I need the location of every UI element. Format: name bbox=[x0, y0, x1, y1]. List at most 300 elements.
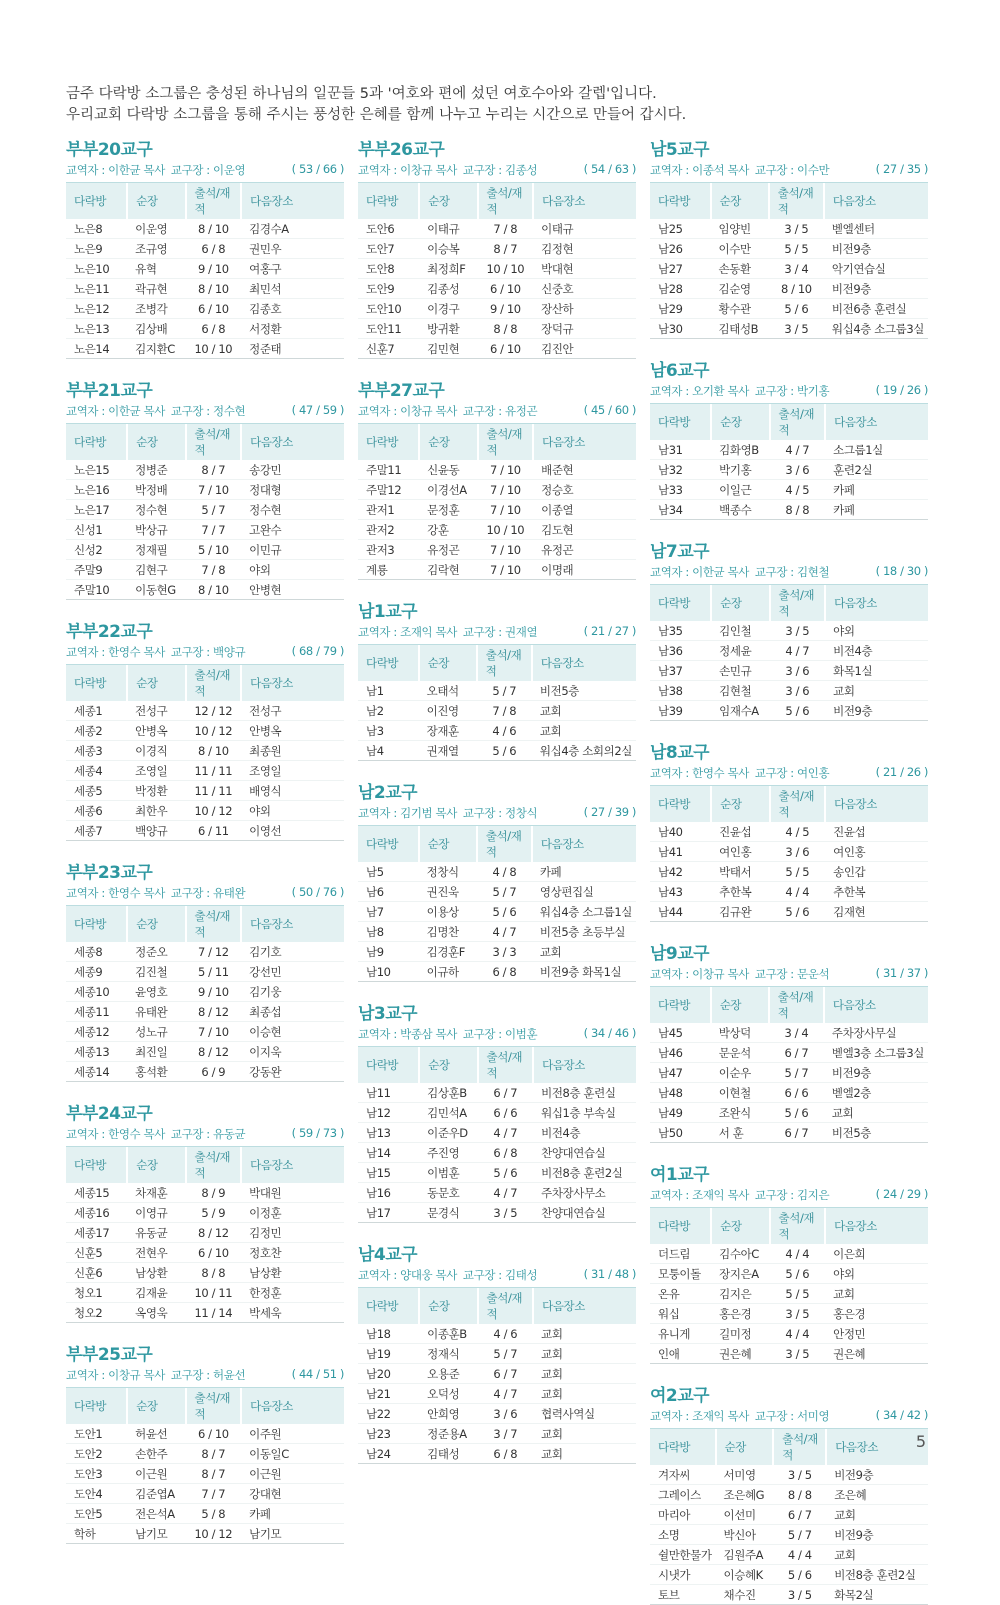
table-header-cell: 다락방 bbox=[66, 1388, 127, 1424]
table-header-cell: 출석/재적 bbox=[770, 786, 826, 822]
next-location-cell: 소그룹1실 bbox=[825, 440, 928, 460]
table-header-cell: 다락방 bbox=[358, 826, 419, 862]
attendance-cell: 12 / 12 bbox=[186, 701, 242, 721]
leader-cell: 정재필 bbox=[127, 540, 185, 560]
next-location-cell: 이명래 bbox=[533, 560, 636, 580]
intro-line-1: 금주 다락방 소그룹은 충성된 하나님의 일꾼들 5과 '여호와 편에 섰던 여호수아와 갈렙'입니다. bbox=[66, 86, 657, 102]
district-count: ( 44 / 51 ) bbox=[291, 1367, 344, 1381]
district-leader: 교구장 : 유태완 bbox=[170, 886, 246, 900]
next-location-cell: 박대현 bbox=[533, 259, 636, 279]
table-row bbox=[358, 962, 636, 982]
district-group bbox=[66, 857, 344, 1082]
table-header-cell: 순장 bbox=[127, 183, 185, 219]
table-header-cell: 출석/재적 bbox=[770, 1208, 826, 1244]
next-location-cell: 주차장사무실 bbox=[824, 1023, 928, 1043]
table-row bbox=[66, 801, 344, 821]
district-table bbox=[66, 665, 344, 841]
table-row bbox=[358, 1384, 636, 1404]
group-name-cell: 세종6 bbox=[66, 801, 127, 821]
next-location-cell: 이은희 bbox=[825, 1244, 928, 1264]
attendance-cell: 3 / 5 bbox=[769, 219, 824, 239]
leader-cell: 이용상 bbox=[419, 902, 477, 922]
group-name-cell: 세종11 bbox=[66, 1002, 127, 1022]
table-header-cell: 출석/재적 bbox=[186, 424, 242, 460]
next-location-cell: 정승호 bbox=[533, 480, 636, 500]
group-name-cell: 청오1 bbox=[66, 1283, 127, 1303]
table-row bbox=[358, 681, 636, 701]
group-name-cell: 세종17 bbox=[66, 1223, 127, 1243]
group-name-cell: 신성1 bbox=[66, 520, 127, 540]
table-row bbox=[66, 1303, 344, 1323]
leader-cell: 주진영 bbox=[419, 1143, 477, 1163]
group-name-cell: 신성2 bbox=[66, 540, 127, 560]
table-header-cell: 다락방 bbox=[66, 183, 127, 219]
next-location-cell: 김재현 bbox=[825, 902, 928, 922]
attendance-cell: 7 / 8 bbox=[477, 701, 532, 721]
next-location-cell: 이지욱 bbox=[241, 1042, 344, 1062]
leader-cell: 정재식 bbox=[419, 1344, 477, 1364]
leader-cell: 허윤선 bbox=[127, 1424, 185, 1444]
attendance-cell: 4 / 7 bbox=[770, 641, 826, 661]
district-meta bbox=[66, 1367, 344, 1388]
attendance-cell: 5 / 6 bbox=[477, 741, 532, 761]
group-name-cell: 노은14 bbox=[66, 339, 127, 359]
next-location-cell: 교회 bbox=[532, 701, 636, 721]
district-table bbox=[650, 404, 928, 520]
table-header-row bbox=[66, 665, 344, 701]
attendance-cell: 7 / 7 bbox=[186, 520, 242, 540]
district-title: 남1교구 bbox=[358, 602, 418, 622]
attendance-cell: 8 / 9 bbox=[186, 1183, 242, 1203]
district-staff bbox=[358, 162, 543, 178]
group-name-cell: 모퉁이돌 bbox=[650, 1264, 711, 1284]
table-header-cell: 순장 bbox=[711, 585, 769, 621]
district-count: ( 27 / 35 ) bbox=[875, 162, 928, 176]
group-name-cell: 남18 bbox=[358, 1324, 419, 1344]
table-header-cell: 다음장소 bbox=[241, 906, 344, 942]
group-name-cell: 남13 bbox=[358, 1123, 419, 1143]
attendance-cell: 4 / 4 bbox=[773, 1545, 826, 1565]
district-meta bbox=[358, 624, 636, 645]
next-location-cell: 비전5층 초등부실 bbox=[532, 922, 636, 942]
table-row bbox=[66, 460, 344, 480]
table-row bbox=[358, 942, 636, 962]
attendance-cell: 8 / 7 bbox=[186, 1444, 242, 1464]
attendance-cell: 8 / 12 bbox=[186, 1223, 242, 1243]
attendance-cell: 8 / 8 bbox=[770, 500, 826, 520]
table-header-cell: 다락방 bbox=[358, 183, 419, 219]
group-name-cell: 계룡 bbox=[358, 560, 419, 580]
attendance-cell: 6 / 10 bbox=[186, 1243, 242, 1263]
group-name-cell: 남27 bbox=[650, 259, 711, 279]
next-location-cell: 장덕규 bbox=[533, 319, 636, 339]
district-title: 부부25교구 bbox=[66, 1345, 153, 1365]
attendance-cell: 5 / 5 bbox=[770, 1284, 826, 1304]
attendance-cell: 10 / 12 bbox=[186, 801, 242, 821]
next-location-cell: 교회 bbox=[825, 1284, 928, 1304]
district-meta bbox=[66, 403, 344, 424]
next-location-cell: 교회 bbox=[532, 942, 636, 962]
district-table bbox=[358, 1047, 636, 1223]
table-row bbox=[66, 1203, 344, 1223]
leader-cell: 홍석환 bbox=[127, 1062, 185, 1082]
district-pastor: 교역자 : 조재익 목사 bbox=[650, 1409, 749, 1423]
group-name-cell: 남1 bbox=[358, 681, 419, 701]
leader-cell: 김현구 bbox=[127, 560, 185, 580]
district-title: 남5교구 bbox=[650, 140, 710, 160]
next-location-cell: 비전9층 bbox=[826, 1465, 928, 1485]
district-title: 부부21교구 bbox=[66, 381, 153, 401]
next-location-cell: 벧엘2층 bbox=[824, 1083, 928, 1103]
district-staff bbox=[66, 403, 251, 419]
table-row bbox=[358, 239, 636, 259]
column-left bbox=[66, 134, 344, 1605]
district-leader: 교구장 : 문운석 bbox=[754, 967, 830, 981]
table-header-cell: 순장 bbox=[419, 1288, 477, 1324]
leader-cell: 홍은경 bbox=[711, 1304, 769, 1324]
leader-cell: 전은석A bbox=[127, 1504, 185, 1524]
table-row bbox=[66, 259, 344, 279]
leader-cell: 손한주 bbox=[127, 1444, 185, 1464]
table-row bbox=[358, 1143, 636, 1163]
table-header-row bbox=[358, 645, 636, 681]
table-header-row bbox=[66, 183, 344, 219]
leader-cell: 문정훈 bbox=[419, 500, 477, 520]
district-title: 부부26교구 bbox=[358, 140, 445, 160]
group-name-cell: 도안3 bbox=[66, 1464, 127, 1484]
table-header-cell: 출석/재적 bbox=[186, 183, 242, 219]
group-name-cell: 마리아 bbox=[650, 1505, 716, 1525]
group-name-cell: 남45 bbox=[650, 1023, 711, 1043]
next-location-cell: 이영선 bbox=[241, 821, 344, 841]
group-name-cell: 도안6 bbox=[358, 219, 419, 239]
attendance-cell: 7 / 7 bbox=[186, 1484, 242, 1504]
group-name-cell: 세종2 bbox=[66, 721, 127, 741]
group-name-cell: 도안7 bbox=[358, 239, 419, 259]
table-row bbox=[66, 1042, 344, 1062]
group-name-cell: 학하 bbox=[66, 1524, 127, 1544]
leader-cell: 이수만 bbox=[711, 239, 769, 259]
leader-cell: 권재열 bbox=[419, 741, 477, 761]
table-row bbox=[650, 641, 928, 661]
group-name-cell: 노은16 bbox=[66, 480, 127, 500]
table-header-cell: 다음장소 bbox=[241, 183, 344, 219]
leader-cell: 김민석A bbox=[419, 1103, 477, 1123]
table-header-row bbox=[66, 1388, 344, 1424]
leader-cell: 이현철 bbox=[711, 1083, 769, 1103]
group-name-cell: 도안4 bbox=[66, 1484, 127, 1504]
group-name-cell: 도안10 bbox=[358, 299, 419, 319]
district-group bbox=[650, 1380, 928, 1605]
table-row bbox=[66, 1504, 344, 1524]
next-location-cell: 워십4층 소그룹1실 bbox=[532, 902, 636, 922]
district-staff bbox=[66, 1126, 251, 1142]
attendance-cell: 5 / 7 bbox=[773, 1525, 826, 1545]
next-location-cell: 권은혜 bbox=[825, 1344, 928, 1364]
next-location-cell: 벧엘3층 소그룹3실 bbox=[824, 1043, 928, 1063]
table-row bbox=[650, 1083, 928, 1103]
group-name-cell: 남29 bbox=[650, 299, 711, 319]
attendance-cell: 8 / 10 bbox=[186, 741, 242, 761]
leader-cell: 김태성 bbox=[419, 1444, 477, 1464]
group-name-cell: 유니게 bbox=[650, 1324, 711, 1344]
leader-cell: 추한복 bbox=[711, 882, 769, 902]
table-header-cell: 다락방 bbox=[358, 424, 419, 460]
attendance-cell: 9 / 10 bbox=[186, 982, 242, 1002]
leader-cell: 이범훈 bbox=[419, 1163, 477, 1183]
next-location-cell: 이종열 bbox=[533, 500, 636, 520]
table-row bbox=[66, 1464, 344, 1484]
district-leader: 교구장 : 이범훈 bbox=[462, 1027, 538, 1041]
district-table bbox=[66, 906, 344, 1082]
district-group bbox=[358, 777, 636, 982]
next-location-cell: 이태규 bbox=[533, 219, 636, 239]
attendance-cell: 3 / 3 bbox=[477, 942, 532, 962]
leader-cell: 백종수 bbox=[711, 500, 769, 520]
next-location-cell: 비전9층 화목1실 bbox=[532, 962, 636, 982]
table-header-cell: 다락방 bbox=[650, 1429, 716, 1465]
district-meta bbox=[358, 1026, 636, 1047]
intro-line-2: 우리교회 다락방 소그룹을 통해 주시는 풍성한 은혜를 함께 나누고 누리는 시간으로 만들어 갑시다. bbox=[66, 107, 687, 123]
district-count: ( 59 / 73 ) bbox=[291, 1126, 344, 1140]
table-row bbox=[650, 661, 928, 681]
leader-cell: 박기홍 bbox=[711, 460, 769, 480]
leader-cell: 손민규 bbox=[711, 661, 769, 681]
leader-cell: 정세윤 bbox=[711, 641, 769, 661]
table-row bbox=[650, 1465, 928, 1485]
table-row bbox=[650, 319, 928, 339]
district-group bbox=[358, 1239, 636, 1464]
next-location-cell: 비전5층 bbox=[532, 681, 636, 701]
leader-cell: 장지은A bbox=[711, 1264, 769, 1284]
group-name-cell: 남50 bbox=[650, 1123, 711, 1143]
leader-cell: 최정희F bbox=[419, 259, 477, 279]
leader-cell: 남상환 bbox=[127, 1263, 185, 1283]
table-row bbox=[650, 1123, 928, 1143]
table-header-cell: 출석/재적 bbox=[773, 1429, 826, 1465]
next-location-cell: 교회 bbox=[533, 1324, 636, 1344]
district-meta bbox=[66, 1126, 344, 1147]
table-header-cell: 다음장소 bbox=[532, 645, 636, 681]
attendance-cell: 11 / 11 bbox=[186, 761, 242, 781]
district-count: ( 21 / 26 ) bbox=[875, 765, 928, 779]
attendance-cell: 3 / 5 bbox=[770, 621, 826, 641]
leader-cell: 장재훈 bbox=[419, 721, 477, 741]
district-count: ( 18 / 30 ) bbox=[875, 564, 928, 578]
leader-cell: 이운영 bbox=[127, 219, 185, 239]
leader-cell: 이승복 bbox=[419, 239, 477, 259]
district-group bbox=[650, 737, 928, 922]
group-name-cell: 남12 bbox=[358, 1103, 419, 1123]
table-header-cell: 다락방 bbox=[650, 786, 711, 822]
group-name-cell: 도안1 bbox=[66, 1424, 127, 1444]
group-name-cell: 시냇가 bbox=[650, 1565, 716, 1585]
group-name-cell: 남2 bbox=[358, 701, 419, 721]
table-header-cell: 출석/재적 bbox=[770, 585, 826, 621]
next-location-cell: 비전4층 bbox=[533, 1123, 636, 1143]
next-location-cell: 교회 bbox=[533, 1424, 636, 1444]
district-table bbox=[358, 645, 636, 761]
district-count: ( 54 / 63 ) bbox=[583, 162, 636, 176]
next-location-cell: 안병옥 bbox=[241, 721, 344, 741]
next-location-cell: 이민규 bbox=[241, 540, 344, 560]
table-header-cell: 다락방 bbox=[358, 1047, 419, 1083]
leader-cell: 성노규 bbox=[127, 1022, 185, 1042]
district-count: ( 24 / 29 ) bbox=[875, 1187, 928, 1201]
next-location-cell: 박세욱 bbox=[241, 1303, 344, 1323]
leader-cell: 김태성B bbox=[711, 319, 769, 339]
attendance-cell: 3 / 7 bbox=[478, 1424, 534, 1444]
attendance-cell: 7 / 12 bbox=[186, 942, 242, 962]
district-leader: 교구장 : 여인홍 bbox=[754, 766, 830, 780]
leader-cell: 이준우D bbox=[419, 1123, 477, 1143]
next-location-cell: 추한복 bbox=[825, 882, 928, 902]
attendance-cell: 4 / 5 bbox=[770, 480, 826, 500]
district-leader: 교구장 : 박기홍 bbox=[754, 384, 830, 398]
attendance-cell: 11 / 11 bbox=[186, 781, 242, 801]
attendance-cell: 8 / 8 bbox=[773, 1485, 826, 1505]
table-row bbox=[358, 882, 636, 902]
leader-cell: 신윤동 bbox=[419, 460, 477, 480]
next-location-cell: 배영식 bbox=[241, 781, 344, 801]
intro-text bbox=[66, 84, 946, 126]
next-location-cell: 비전9층 bbox=[825, 701, 928, 721]
leader-cell: 진윤섭 bbox=[711, 822, 769, 842]
district-pastor: 교역자 : 오기환 목사 bbox=[650, 384, 749, 398]
table-header-cell: 다음장소 bbox=[824, 987, 928, 1023]
leader-cell: 최한우 bbox=[127, 801, 185, 821]
leader-cell: 임양빈 bbox=[711, 219, 769, 239]
table-row bbox=[650, 1525, 928, 1545]
attendance-cell: 10 / 10 bbox=[186, 339, 242, 359]
district-leader: 교구장 : 허윤선 bbox=[170, 1368, 246, 1382]
leader-cell: 김지은 bbox=[711, 1284, 769, 1304]
leader-cell: 이태규 bbox=[419, 219, 477, 239]
table-row bbox=[358, 701, 636, 721]
district-meta bbox=[358, 1267, 636, 1288]
leader-cell: 길미정 bbox=[711, 1324, 769, 1344]
table-row bbox=[66, 500, 344, 520]
table-header-cell: 다음장소 bbox=[533, 424, 636, 460]
district-count: ( 21 / 27 ) bbox=[583, 624, 636, 638]
table-header-cell: 순장 bbox=[419, 183, 477, 219]
next-location-cell: 화목2실 bbox=[826, 1585, 928, 1605]
district-group bbox=[66, 134, 344, 359]
district-leader: 교구장 : 김종성 bbox=[462, 163, 538, 177]
table-header-cell: 순장 bbox=[419, 424, 477, 460]
district-table bbox=[66, 424, 344, 600]
next-location-cell: 벧엘센터 bbox=[824, 219, 928, 239]
next-location-cell: 교회 bbox=[826, 1545, 928, 1565]
group-name-cell: 남32 bbox=[650, 460, 711, 480]
attendance-cell: 3 / 6 bbox=[478, 1404, 534, 1424]
group-name-cell: 남5 bbox=[358, 862, 419, 882]
district-count: ( 47 / 59 ) bbox=[291, 403, 344, 417]
district-group bbox=[650, 536, 928, 721]
next-location-cell: 여홍구 bbox=[241, 259, 344, 279]
attendance-cell: 6 / 7 bbox=[773, 1505, 826, 1525]
table-header-cell: 다락방 bbox=[650, 404, 711, 440]
district-meta bbox=[66, 162, 344, 183]
attendance-cell: 10 / 12 bbox=[186, 1524, 242, 1544]
leader-cell: 이일근 bbox=[711, 480, 769, 500]
group-name-cell: 관저2 bbox=[358, 520, 419, 540]
district-group bbox=[650, 938, 928, 1143]
leader-cell: 정병준 bbox=[127, 460, 185, 480]
table-header-row bbox=[358, 1288, 636, 1324]
district-staff bbox=[358, 1026, 543, 1042]
district-staff bbox=[66, 162, 251, 178]
attendance-cell: 3 / 5 bbox=[478, 1203, 534, 1223]
table-row bbox=[650, 701, 928, 721]
district-table bbox=[650, 183, 928, 339]
table-row bbox=[650, 822, 928, 842]
attendance-cell: 4 / 7 bbox=[477, 922, 532, 942]
group-name-cell: 주말10 bbox=[66, 580, 127, 600]
group-name-cell: 소명 bbox=[650, 1525, 716, 1545]
table-row bbox=[650, 279, 928, 299]
table-row bbox=[66, 219, 344, 239]
leader-cell: 박태서 bbox=[711, 862, 769, 882]
next-location-cell: 정대형 bbox=[241, 480, 344, 500]
district-group bbox=[650, 355, 928, 520]
district-count: ( 34 / 46 ) bbox=[583, 1026, 636, 1040]
group-name-cell: 남44 bbox=[650, 902, 711, 922]
leader-cell: 김지환C bbox=[127, 339, 185, 359]
table-header-cell: 다락방 bbox=[650, 987, 711, 1023]
group-name-cell: 남26 bbox=[650, 239, 711, 259]
table-row bbox=[358, 299, 636, 319]
group-name-cell: 남42 bbox=[650, 862, 711, 882]
group-name-cell: 남40 bbox=[650, 822, 711, 842]
leader-cell: 유혁 bbox=[127, 259, 185, 279]
district-group bbox=[358, 134, 636, 359]
leader-cell: 박정배 bbox=[127, 480, 185, 500]
leader-cell: 유동균 bbox=[127, 1223, 185, 1243]
table-row bbox=[66, 279, 344, 299]
table-header-cell: 다락방 bbox=[66, 1147, 127, 1183]
district-table bbox=[358, 1288, 636, 1464]
page-number: 5 bbox=[915, 1432, 926, 1451]
table-row bbox=[358, 1404, 636, 1424]
group-name-cell: 세종5 bbox=[66, 781, 127, 801]
table-row bbox=[650, 882, 928, 902]
leader-cell: 김경훈F bbox=[419, 942, 477, 962]
leader-cell: 손동환 bbox=[711, 259, 769, 279]
district-title: 남4교구 bbox=[358, 1245, 418, 1265]
next-location-cell: 교회 bbox=[826, 1505, 928, 1525]
table-header-cell: 순장 bbox=[716, 1429, 774, 1465]
attendance-cell: 7 / 10 bbox=[186, 1022, 242, 1042]
leader-cell: 박신아 bbox=[716, 1525, 774, 1545]
attendance-cell: 6 / 8 bbox=[477, 962, 532, 982]
table-row bbox=[358, 520, 636, 540]
group-name-cell: 토브 bbox=[650, 1585, 716, 1605]
next-location-cell: 야외 bbox=[825, 621, 928, 641]
district-staff bbox=[358, 1267, 543, 1283]
next-location-cell: 배준현 bbox=[533, 460, 636, 480]
district-meta bbox=[650, 1408, 928, 1429]
district-count: ( 50 / 76 ) bbox=[291, 885, 344, 899]
attendance-cell: 8 / 12 bbox=[186, 1042, 242, 1062]
leader-cell: 채수진 bbox=[716, 1585, 774, 1605]
group-name-cell: 도안5 bbox=[66, 1504, 127, 1524]
leader-cell: 이영규 bbox=[127, 1203, 185, 1223]
group-name-cell: 남43 bbox=[650, 882, 711, 902]
attendance-cell: 11 / 14 bbox=[186, 1303, 242, 1323]
table-header-cell: 다음장소 bbox=[241, 1147, 344, 1183]
attendance-cell: 5 / 6 bbox=[770, 902, 826, 922]
